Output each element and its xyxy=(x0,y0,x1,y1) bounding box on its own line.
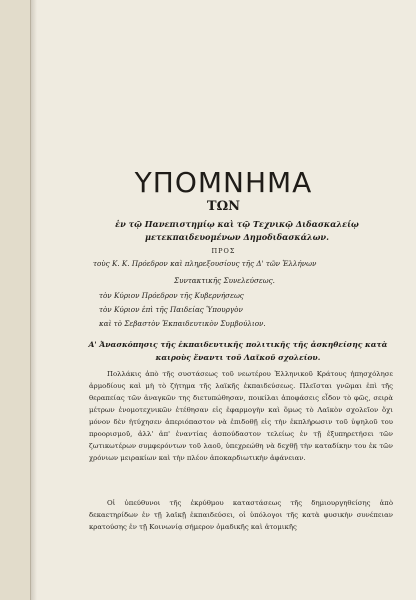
addressee-line: τοὺς Κ. Κ. Πρόεδρον καὶ πληρεξουσίους τῆς Δ' τῶν Ἑλλήνων xyxy=(93,259,317,268)
addressee-line: τὸν Κύριον Πρόεδρον τῆς Κυβερνήσεως xyxy=(99,291,244,300)
binding-shadow xyxy=(31,0,37,600)
to-label: ΠΡΟΣ xyxy=(211,247,236,255)
document-subtitle: ΤΩΝ xyxy=(206,199,241,214)
document-title: ΥΠΟΜΝΗΜΑ xyxy=(134,166,313,199)
body-paragraph: Οἱ ὑπεύθυνοι τῆς ἐκρύθμου καταστάσεως τῆς δημιουργηθείσης ἀπὸ δεκαετηρίδων ἐν τῇ λαϊκῇ ἐκπαιδεύσει, οἱ ὑπόλογοι τῆς κατὰ φυσικὴν συνέπειαν κρατούσης ἐν τῇ Κοινωνίᾳ σήμερον ὁμαδικῆς καὶ ἀτομικῆς xyxy=(89,499,393,531)
addressee-line: τὸν Κύριον ἐπὶ τῆς Παιδείας Ὑπουργὸν xyxy=(99,305,243,314)
section-heading: Α' Ἀνασκόπησις τῆς ἐκπαιδευτικῆς πολιτικῆς τῆς ἀσκηθείσης κατὰ καιροὺς ἔναντι τοῦ Λαϊκοῦ σχολείου. xyxy=(88,340,388,362)
previous-page-edge xyxy=(0,0,31,600)
addressee-line: Συντακτικῆς Συνελεύσεως. xyxy=(174,276,275,285)
document-page xyxy=(31,0,416,600)
body-paragraph: Πολλάκις ἀπὸ τῆς συστάσεως τοῦ νεωτέρου Ἑλληνικοῦ Κράτους ἠπησχόλησε ἁρμοδίους καὶ μὴ τὸ ζήτημα τῆς λαϊκῆς ἐκπαιδεύσεως. Πλεῖσται γνῶμαι ἐπὶ τῆς θεραπείας τῶν ἀναγκῶν της διετυπώθησαν, ποικίλαι ἀποφάσεις εἶδον τὸ φῶς, σειρὰ μέτρων ἐνομοτεχνικῶν ἐτέθησαν εἰς ἐφαρμογὴν καὶ ὅμως τὸ Λαϊκὸν σχολεῖον ὄχι μόνον δὲν ἠτύχησεν ἀπεριόπαστον νὰ ἐπιδοθῇ εἰς τὴν ἐκπλήρωσιν τοῦ ὑψηλοῦ του προορισμοῦ, ἀλλ' ἀπ' ἐναντίας ἀσπούδαστον τελείως ἐν τῇ ἐξυπηρετήσει τῶν ζωτικωτέρων συμφερόντων τοῦ λαοῦ, ὑπεχρεώθη νὰ δεχθῇ τὴν καταδίκην του ἐκ τῶν χρόνιων μειρακίων καὶ τὴν πλέον ἀποκαρδιωτικὴν ἀφάνειαν. xyxy=(89,370,393,462)
document-heading-line: ἐν τῷ Πανεπιστημίῳ καὶ τῷ Τεχνικῷ Διδασκαλείῳ μετεκπαιδευομένων Δημοδιδασκάλων. xyxy=(115,219,359,242)
addressee-line: καὶ τὸ Σεβαστὸν Ἐκπαιδευτικὸν Συμβούλιον. xyxy=(99,319,266,328)
